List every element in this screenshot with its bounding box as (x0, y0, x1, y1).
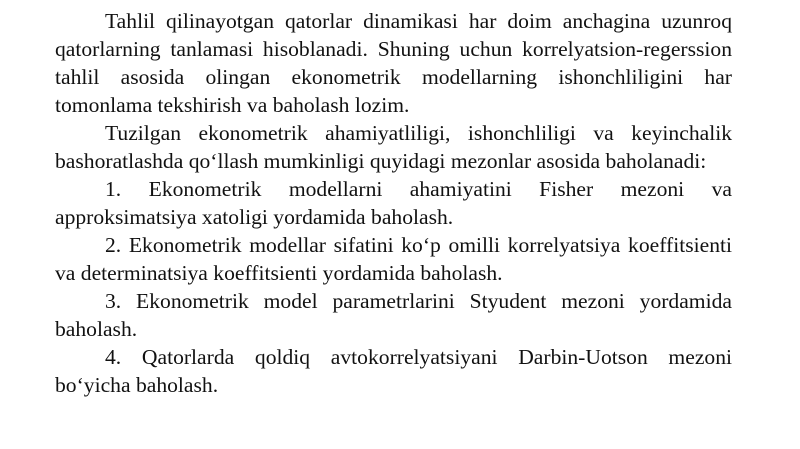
list-item-4: 4. Qatorlarda qoldiq avtokorrelyatsiyani Darbin-Uotson mezoni bo‘yicha baholash. (55, 345, 732, 397)
list-item-2: 2. Ekonometrik modellar sifatini ko‘p omilli korrelyatsiya koeffitsienti va determinatsiya koeffitsienti yordamida baholash. (55, 233, 732, 285)
criteria-intro-paragraph: Tuzilgan ekonometrik ahamiyatliligi, ishonchliligi va keyinchalik bashoratlashda qo‘llash mumkinligi quyidagi mezonlar asosida baholanadi: (55, 121, 732, 173)
intro-paragraph: Tahlil qilinayotgan qatorlar dinamikasi har doim anchagina uzunroq qatorlarning tanlamasi hisoblanadi. Shuning uchun korrelyatsion-regerssion tahlil asosida olingan ekonometrik modellarning ishonchliligini har tomonlama tekshirish va baholash lozim. (55, 9, 732, 117)
list-item-1: 1. Ekonometrik modellarni ahamiyatini Fisher mezoni va approksimatsiya xatoligi yordamida baholash. (55, 177, 732, 229)
list-item-3: 3. Ekonometrik model parametrlarini Styudent mezoni yordamida baholash. (55, 289, 732, 341)
